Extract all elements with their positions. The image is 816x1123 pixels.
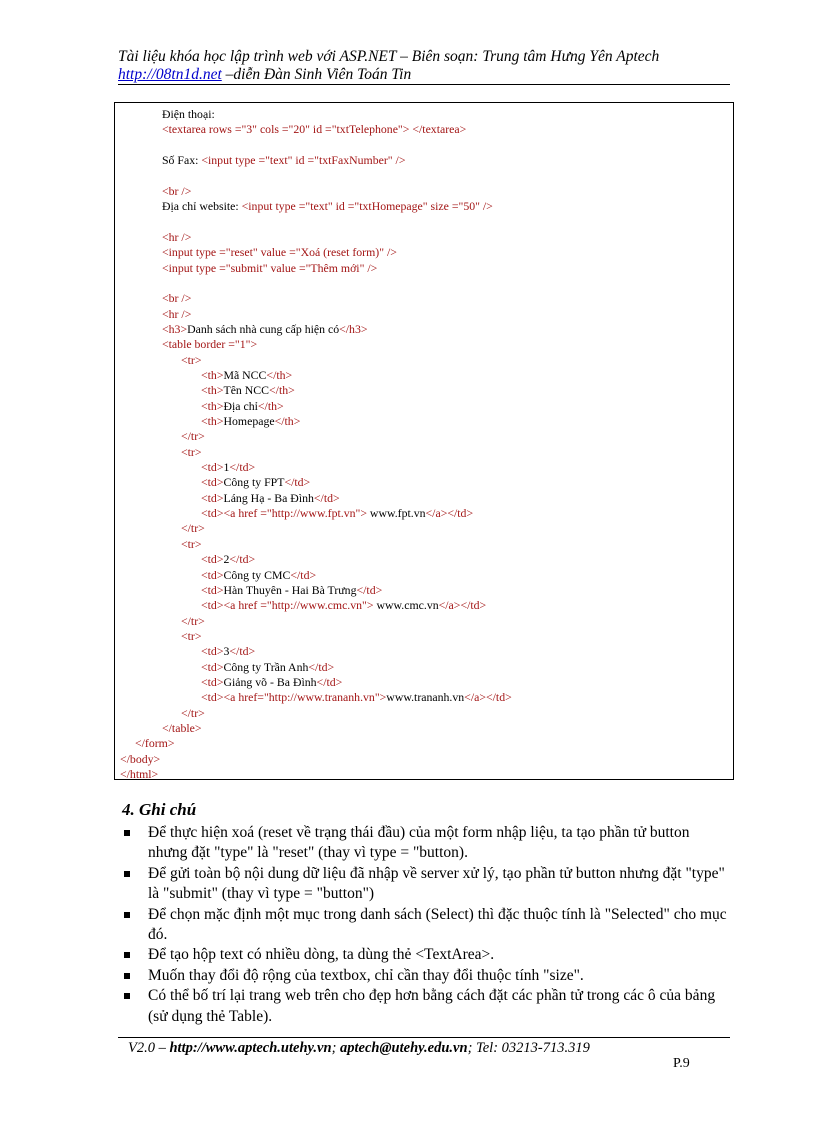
code-line	[201, 690, 512, 704]
code-tag: </th>	[266, 367, 293, 382]
code-line	[201, 383, 295, 397]
note-item	[122, 945, 730, 965]
code-tag: </td>	[290, 567, 317, 582]
square-bullet-icon	[124, 912, 130, 918]
code-line	[181, 353, 202, 367]
header-title: Tài liệu khóa học lập trình web với ASP.NET – Biên soạn: Trung tâm Hưng Yên Aptech	[118, 48, 660, 65]
code-line	[181, 706, 205, 720]
code-line	[201, 660, 334, 674]
code-tag: </table>	[162, 721, 202, 735]
page-header	[118, 48, 730, 84]
code-text: Công ty FPT	[223, 475, 285, 490]
code-tag: <h3>	[162, 321, 188, 336]
square-bullet-icon	[124, 871, 130, 877]
code-tag: <td><a href ="http://www.fpt.vn">	[201, 506, 367, 521]
code-line	[162, 184, 191, 198]
note-item	[122, 986, 730, 1027]
code-line	[162, 230, 191, 244]
code-tag: <table border ="1">	[162, 337, 258, 352]
code-text: Số Fax:	[162, 153, 202, 168]
code-tag: </th>	[269, 383, 295, 398]
code-tag: <tr>	[181, 444, 202, 459]
code-tag: </tr>	[181, 429, 205, 444]
code-tag: <td>	[201, 552, 224, 567]
code-tag: <tr>	[181, 536, 202, 551]
code-listing-box	[114, 102, 734, 780]
note-text: Để chọn mặc định một mục trong danh sách (Select) thì đặc thuộc tính là "Selected" cho mục đó.	[148, 905, 727, 944]
code-line	[201, 568, 316, 582]
code-line	[181, 521, 205, 535]
code-tag: </body>	[120, 751, 161, 766]
section-title: 4. Ghi chú	[122, 800, 197, 819]
code-text: 3	[223, 644, 230, 659]
note-item	[122, 823, 730, 864]
code-tag: <tr>	[181, 628, 202, 643]
code-tag: <td>	[201, 475, 224, 490]
code-line	[135, 736, 175, 750]
code-text: Homepage	[223, 414, 275, 428]
code-tag: </a></td>	[425, 506, 474, 521]
code-line	[201, 414, 300, 428]
code-line	[162, 337, 257, 351]
code-line	[162, 107, 215, 121]
code-text: Công ty Trần Anh	[223, 659, 309, 674]
code-tag: <td>	[201, 460, 224, 475]
code-tag: </td>	[356, 582, 383, 597]
code-text: www.cmc.vn	[373, 598, 439, 613]
square-bullet-icon	[124, 952, 130, 958]
code-line	[181, 614, 205, 628]
footer-tel: ; Tel: 03213-713.319	[467, 1040, 590, 1056]
code-tag: </h3>	[339, 321, 368, 336]
code-text: Láng Hạ - Ba Đình	[223, 490, 314, 505]
code-text: Địa chỉ	[223, 398, 258, 413]
code-tag: <input type ="text" id ="txtHomepage" size ="50" />	[241, 199, 493, 214]
code-tag: <td>	[201, 490, 224, 505]
note-item	[122, 905, 730, 946]
code-tag: </tr>	[181, 613, 205, 628]
code-text: Hàn Thuyên - Hai Bà Trưng	[223, 582, 357, 597]
code-tag: <td>	[201, 644, 224, 659]
code-line	[201, 675, 342, 689]
code-line	[181, 537, 202, 551]
code-text: Tên NCC	[223, 383, 270, 398]
code-line	[201, 552, 255, 566]
code-line	[162, 721, 202, 735]
code-line	[120, 767, 158, 781]
code-line	[201, 368, 292, 382]
code-line	[181, 429, 205, 443]
code-tag: <td><a href ="http://www.cmc.vn">	[201, 598, 374, 613]
header-line2	[118, 66, 730, 84]
code-tag: <th>	[201, 367, 224, 382]
code-tag: </a></td>	[438, 598, 487, 613]
header-forum-text: –diễn Đàn Sinh Viên Toán Tin	[221, 66, 412, 83]
code-text: Giảng võ - Ba Đình	[223, 674, 317, 689]
notes-list	[122, 823, 730, 1027]
note-item	[122, 864, 730, 905]
code-tag: </tr>	[181, 705, 205, 720]
code-line	[162, 122, 466, 136]
code-line	[181, 629, 202, 643]
square-bullet-icon	[124, 973, 130, 979]
code-text: Danh sách nhà cung cấp hiện có	[187, 321, 340, 336]
header-divider	[118, 84, 730, 85]
page-number: P.9	[673, 1056, 690, 1071]
code-tag: <hr />	[162, 306, 192, 321]
code-line	[201, 506, 473, 520]
footer-version: V2.0 –	[128, 1040, 170, 1056]
code-text: Điện thoại:	[162, 107, 215, 121]
code-text: www.trananh.vn	[386, 690, 465, 705]
note-text: Có thể bố trí lại trang web trên cho đẹp hơn bằng cách đặt các phần tử trong các ô của bảng (sử dụng thẻ Table).	[148, 987, 716, 1025]
code-tag: </td>	[229, 552, 256, 567]
code-text: 1	[223, 460, 230, 475]
code-tag: </td>	[229, 460, 256, 475]
code-text: www.fpt.vn	[366, 506, 426, 521]
code-tag: </td>	[308, 659, 335, 674]
footer-separator: ;	[331, 1040, 341, 1056]
header-forum-link[interactable]: http://08tn1d.net	[118, 66, 222, 83]
page-footer	[128, 1040, 590, 1057]
note-text: Để gửi toàn bộ nội dung dữ liệu đã nhập về server xử lý, tạo phần tử button nhưng đặt "type" là "submit" (thay vì type = "button")	[148, 864, 725, 903]
code-text: Mã NCC	[223, 367, 267, 382]
code-text: Địa chỉ website:	[162, 199, 242, 214]
footer-divider	[118, 1037, 730, 1038]
code-line	[162, 261, 377, 275]
code-line	[201, 598, 486, 612]
footer-email[interactable]: aptech@utehy.edu.vn	[340, 1040, 468, 1056]
code-line	[162, 322, 368, 336]
code-line	[181, 445, 202, 459]
code-line	[201, 475, 310, 489]
code-line	[201, 399, 284, 413]
code-tag: </tr>	[181, 521, 205, 536]
note-text: Để thực hiện xoá (reset về trạng thái đầu) của một form nhập liệu, ta tạo phần tử button nhưng đặt "type" là "reset" (thay vì type = "button).	[148, 824, 690, 862]
code-tag: <textarea rows ="3" cols ="20" id ="txtTelephone"> </textarea>	[162, 122, 467, 137]
code-tag: <th>	[201, 383, 224, 398]
code-tag: <input type ="submit" value ="Thêm mới" />	[162, 260, 378, 275]
code-tag: <tr>	[181, 352, 202, 367]
code-line	[162, 199, 493, 213]
code-tag: </a></td>	[464, 690, 512, 705]
code-tag: </form>	[135, 736, 175, 751]
code-tag: <input type ="reset" value ="Xoá (reset form)" />	[162, 245, 397, 260]
note-item	[122, 966, 730, 986]
code-tag: </td>	[284, 475, 311, 490]
code-tag: </th>	[274, 414, 301, 428]
code-tag: <br />	[162, 291, 192, 306]
code-tag: <th>	[201, 398, 224, 413]
footer-website[interactable]: http://www.aptech.utehy.vn	[169, 1040, 332, 1056]
code-line	[162, 153, 405, 167]
code-tag: </td>	[316, 674, 343, 689]
code-tag: <td><a href="http://www.trananh.vn">	[201, 690, 387, 705]
code-tag: <th>	[201, 414, 224, 428]
code-line	[120, 752, 160, 766]
note-text: Muốn thay đổi độ rộng của textbox, chỉ cần thay đổi thuộc tính "size".	[148, 966, 584, 984]
note-text: Để tạo hộp text có nhiều dòng, ta dùng thẻ <TextArea>.	[148, 946, 495, 964]
code-text: Công ty CMC	[223, 567, 291, 582]
code-line	[201, 460, 255, 474]
code-tag: <td>	[201, 659, 224, 674]
code-tag: </td>	[229, 644, 256, 659]
code-tag: </html>	[120, 767, 159, 782]
square-bullet-icon	[124, 993, 130, 999]
code-tag: <hr />	[162, 229, 192, 244]
code-text: 2	[223, 552, 230, 567]
code-line	[201, 491, 340, 505]
code-tag: <td>	[201, 567, 224, 582]
code-line	[201, 644, 255, 658]
code-tag: <br />	[162, 183, 192, 198]
code-tag: <td>	[201, 674, 224, 689]
code-line	[162, 291, 191, 305]
code-tag: </td>	[313, 490, 340, 505]
code-line	[162, 307, 191, 321]
code-tag: <input type ="text" id ="txtFaxNumber" />	[201, 153, 406, 168]
code-tag: <td>	[201, 582, 224, 597]
code-tag: </th>	[257, 398, 284, 413]
code-line	[162, 245, 397, 259]
square-bullet-icon	[124, 830, 130, 836]
code-line	[201, 583, 382, 597]
